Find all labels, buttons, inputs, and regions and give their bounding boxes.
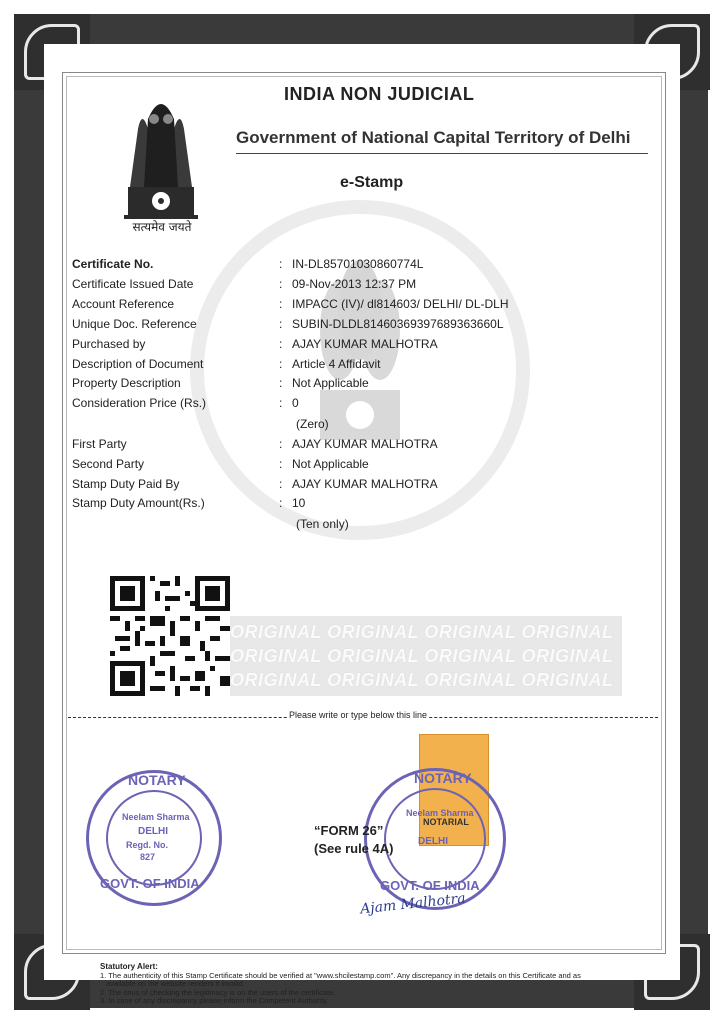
alert-title: Statutory Alert: [100,962,158,971]
national-emblem-icon [118,84,204,234]
write-below-instruction: Please write or type below this line [289,710,428,720]
alert-item: available on the website renders it invalid. [106,979,245,988]
field-label: First Party [72,437,127,451]
seal-left-place: DELHI [138,826,168,837]
original-watermark-line: ORIGINAL ORIGINAL ORIGINAL ORIGINAL [230,646,614,666]
alert-item: 1. The authenticity of this Stamp Certificate should be verified at "www.shcilestamp.com". Any discrepancy in the details on this Certificate and as [100,970,581,980]
field-label: Unique Doc. Reference [72,317,197,331]
seal-right-name: Neelam Sharma [406,808,474,818]
seal-left-reg: Regd. No. [126,840,168,850]
seal-right-top: NOTARY [414,770,472,786]
field-value: AJAY KUMAR MALHOTRA [292,477,438,491]
alert-item: 3. In case of any discrepancy please inform the Competent Authority. [100,996,329,1005]
field-label: Certificate No. [72,257,154,271]
field-label: Certificate Issued Date [72,277,194,291]
seal-right-place: DELHI [418,836,448,847]
notary-seal-left-inner [106,790,202,886]
field-value: AJAY KUMAR MALHOTRA [292,337,438,351]
original-watermark-line: ORIGINAL ORIGINAL ORIGINAL ORIGINAL [230,670,614,690]
statutory-alert [100,963,620,1006]
field-value: AJAY KUMAR MALHOTRA [292,437,438,451]
issuing-authority: Government of National Capital Territory of Delhi [236,128,631,147]
field-value: SUBIN-DLDL81460369397689363660L [292,317,504,331]
field-label: Description of Document [72,357,204,371]
field-label: Consideration Price (Rs.) [72,396,207,410]
field-label: Stamp Duty Paid By [72,477,180,491]
field-value: IN-DL85701030860774L [292,257,424,271]
qr-code [110,576,230,696]
field-value: 10 [292,496,306,510]
seal-left-top: NOTARY [128,772,186,788]
field-value: Not Applicable [292,376,369,390]
form-reference [314,822,393,858]
seal-left-bottom: GOVT. OF INDIA [100,876,200,891]
seal-left-num: 827 [140,852,156,862]
field-label: Stamp Duty Amount(Rs.) [72,496,205,510]
notarial-label: NOTARIAL [423,817,469,827]
seal-left-name: Neelam Sharma [122,812,190,822]
alert-item: 2. The onus of checking the legitimacy is on the users of the certificate. [100,987,336,997]
field-value: 09-Nov-2013 12:37 PM [292,277,417,291]
field-label: Account Reference [72,297,175,311]
field-value: Not Applicable [292,457,369,471]
field-value: 0 [292,396,299,410]
original-watermark-line: ORIGINAL ORIGINAL ORIGINAL ORIGINAL [230,622,614,642]
field-value: Article 4 Affidavit [292,357,381,371]
national-motto: सत्यमेव जयते [132,220,192,234]
field-label: Property Description [72,376,181,390]
amount-words: (Ten only) [296,517,349,531]
seal-right-bottom: GOVT. OF INDIA [380,878,480,893]
document-title: INDIA NON JUDICIAL [284,84,475,104]
consideration-words: (Zero) [296,417,329,431]
document-type: e-Stamp [340,174,404,191]
form-title: “FORM 26” [314,823,384,838]
authority-underline [236,153,648,154]
field-label: Second Party [72,457,145,471]
form-rule: (See rule 4A) [314,841,394,856]
field-value: IMPACC (IV)/ dl814603/ DELHI/ DL-DLH [292,297,509,311]
field-label: Purchased by [72,337,146,351]
handwritten-signature: Ajam Malhotra [359,890,467,918]
